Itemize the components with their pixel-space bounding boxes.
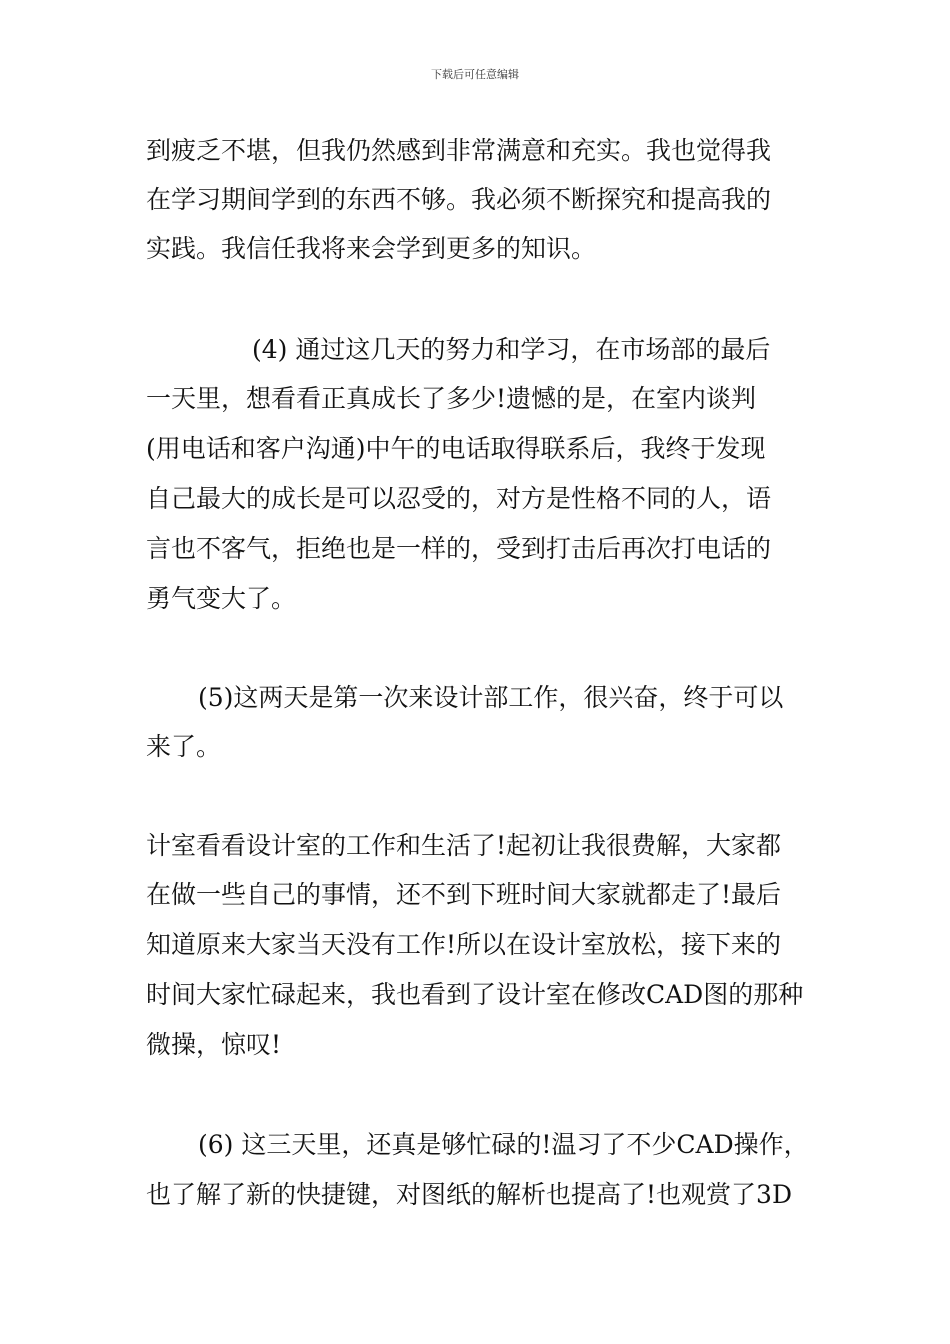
text-line: 自己最大的成长是可以忍受的，对方是性格不同的人，语 [146,484,772,513]
text-line: 言也不客气，拒绝也是一样的，受到打击后再次打电话的 [146,534,772,563]
page-header: 下载后可任意编辑 [431,68,519,81]
text-line: 时间大家忙碌起来，我也看到了设计室在修改CAD图的那种 [146,980,804,1009]
text-line: 到疲乏不堪，但我仍然感到非常满意和充实。我也觉得我 [146,136,772,165]
text-line: (5)这两天是第一次来设计部工作，很兴奋，终于可以 [198,683,784,712]
text-line: (6) 这三天里，还真是够忙碌的!温习了不少CAD操作， [198,1130,809,1159]
text-line: 也了解了新的快捷键，对图纸的解析也提高了!也观赏了3D [146,1180,792,1209]
text-line: 在做一些自己的事情，还不到下班时间大家就都走了!最后 [146,880,782,909]
text-line: 一天里，想看看正真成长了多少!遗憾的是，在室内谈判 [146,384,757,413]
text-line: (用电话和客户沟通)中午的电话取得联系后，我终于发现 [146,434,766,463]
text-line: 勇气变大了。 [146,584,297,613]
text-line: 微操，惊叹! [146,1030,282,1059]
text-line: 实践。我信任我将来会学到更多的知识。 [146,234,597,263]
text-line: (4) 通过这几天的努力和学习，在市场部的最后 [252,335,771,364]
text-line: 在学习期间学到的东西不够。我必须不断探究和提高我的 [146,185,772,214]
text-line: 计室看看设计室的工作和生活了!起初让我很费解，大家都 [146,831,782,860]
text-line: 来了。 [146,732,222,761]
text-line: 知道原来大家当天没有工作!所以在设计室放松，接下来的 [146,930,782,959]
